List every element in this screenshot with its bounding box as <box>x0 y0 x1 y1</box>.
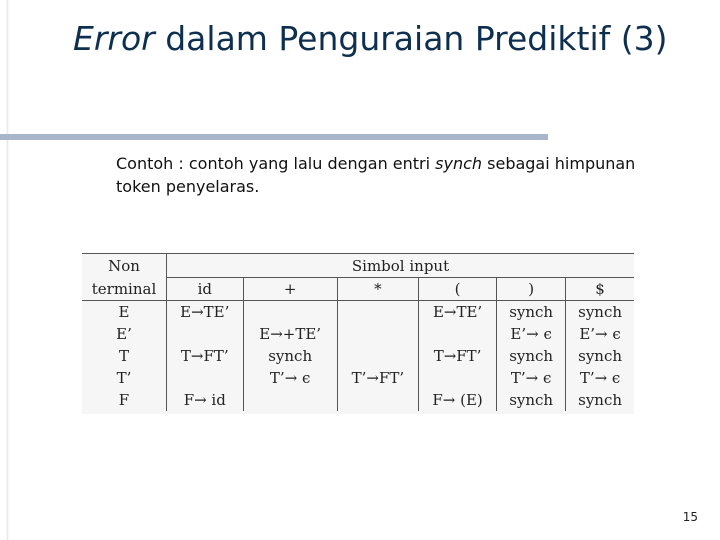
row-nonterminal: T <box>82 345 167 367</box>
body-text-italic: synch <box>435 154 483 173</box>
table-cell: synch <box>578 391 623 409</box>
body-text-end: sebagai himpunan token penyelaras. <box>116 154 636 196</box>
body-text-start: Contoh : contoh yang lalu dengan entri <box>116 154 436 173</box>
body-paragraph <box>116 152 676 198</box>
table-cell <box>167 323 244 345</box>
title-italic: Error <box>73 19 155 58</box>
table-cell <box>243 389 337 411</box>
table-cell <box>337 389 418 411</box>
table-cell <box>418 367 496 389</box>
column-header: ) <box>497 278 566 301</box>
table-cell <box>337 301 418 324</box>
table-cell: synch <box>497 345 566 367</box>
row-nonterminal: F <box>82 389 167 411</box>
header-input-symbols: Simbol input <box>167 254 635 278</box>
table-cell <box>167 367 244 389</box>
table-cell: T’→ ϵ <box>579 369 621 387</box>
table-cell: T→FT’ <box>167 345 244 367</box>
title-rest: dalam Penguraian Prediktif (3) <box>154 19 668 58</box>
table-cell: T→FT’ <box>418 345 496 367</box>
table-cell: T’→ ϵ <box>497 367 566 389</box>
table-cell: synch <box>243 345 337 367</box>
table-row <box>82 345 634 367</box>
decorative-side-line <box>6 0 9 540</box>
column-header: ( <box>418 278 496 301</box>
slide-title <box>73 16 693 61</box>
header-nonterminal-top: Non <box>82 254 167 278</box>
table-cell: E→TE’ <box>167 301 244 324</box>
column-header: + <box>243 278 337 301</box>
row-nonterminal: E <box>82 301 167 324</box>
table-cell <box>418 323 496 345</box>
table-cell <box>243 301 337 324</box>
title-underline-bar <box>0 134 548 140</box>
row-nonterminal: T’ <box>82 367 167 389</box>
table-cell: T’→ ϵ <box>243 367 337 389</box>
table-cell: F→ id <box>167 389 244 411</box>
table-cell <box>337 345 418 367</box>
table-cell: F→ (E) <box>418 389 496 411</box>
table-cell: T’→FT’ <box>337 367 418 389</box>
table-row <box>82 301 634 324</box>
table-cell: synch <box>578 347 623 365</box>
table-cell: E→TE’ <box>418 301 496 324</box>
row-nonterminal: E’ <box>82 323 167 345</box>
table-row <box>82 323 634 345</box>
table-row <box>82 367 634 389</box>
table-row <box>82 389 634 411</box>
parsing-table-image <box>82 253 634 414</box>
column-header: $ <box>566 278 634 301</box>
page-number: 15 <box>682 510 698 524</box>
table-cell: E’→ ϵ <box>579 325 621 343</box>
table-cell: synch <box>497 389 566 411</box>
table-cell: synch <box>497 301 566 324</box>
column-header: * <box>337 278 418 301</box>
header-nonterminal-bottom: terminal <box>82 278 167 301</box>
table-cell <box>337 323 418 345</box>
column-header: id <box>167 278 244 301</box>
table-cell: synch <box>578 303 623 321</box>
table-cell: E→+TE’ <box>243 323 337 345</box>
parsing-table <box>82 253 634 411</box>
table-cell: E’→ ϵ <box>497 323 566 345</box>
